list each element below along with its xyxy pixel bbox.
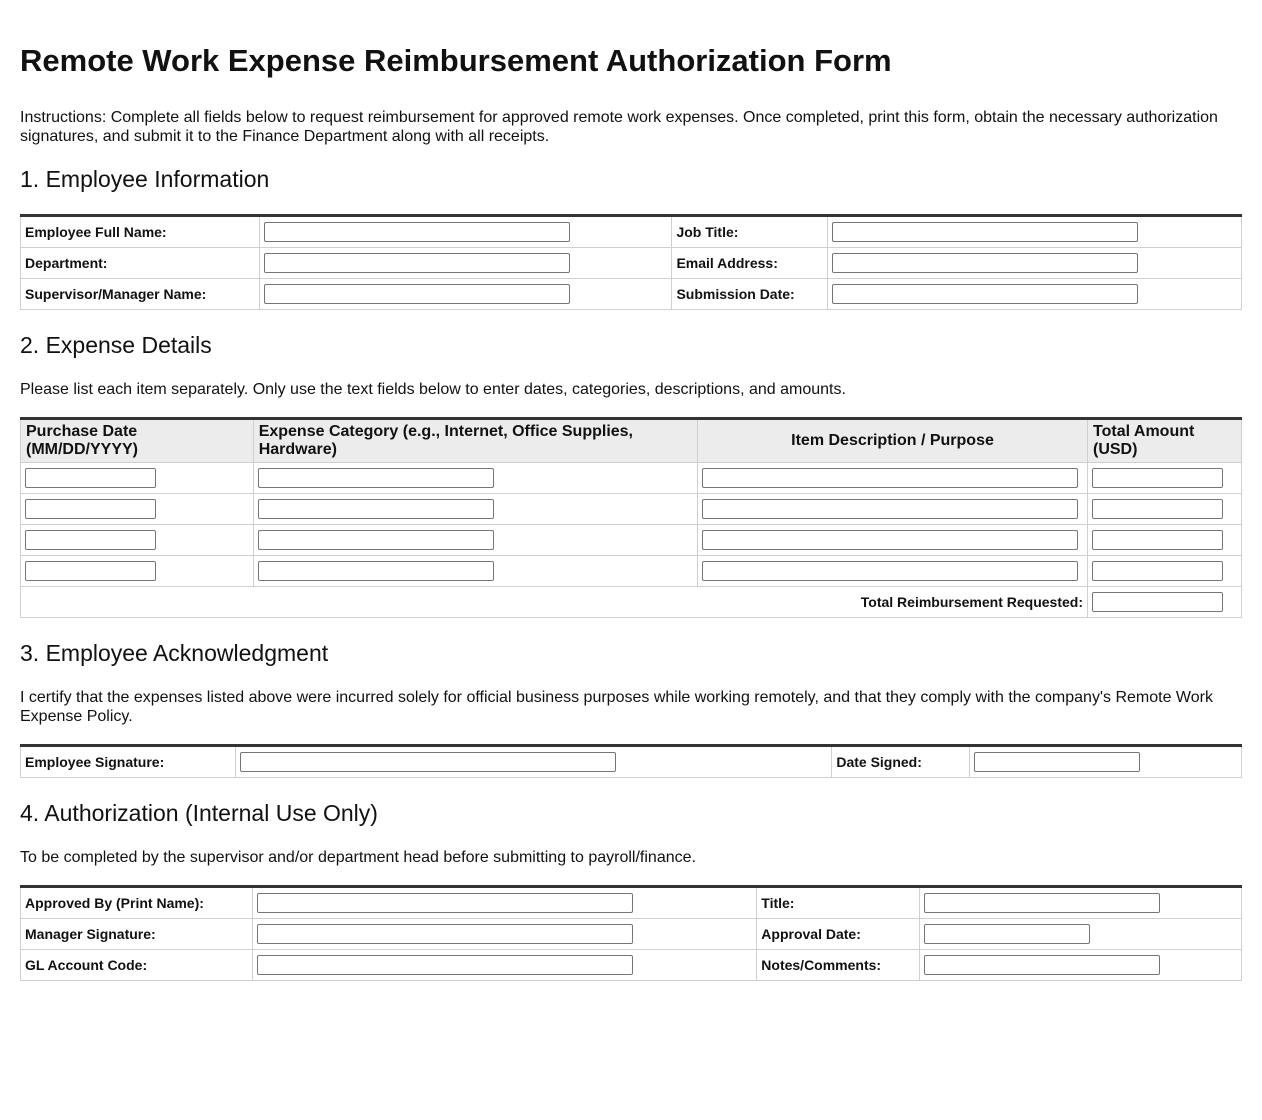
approval-date-field[interactable] bbox=[924, 924, 1090, 944]
category-field[interactable] bbox=[258, 499, 494, 519]
table-row bbox=[21, 279, 1242, 310]
submission-date-label: Submission Date: bbox=[672, 279, 828, 310]
gl-account-code-label: GL Account Code: bbox=[21, 950, 253, 981]
email-field[interactable] bbox=[832, 253, 1138, 273]
category-field[interactable] bbox=[258, 530, 494, 550]
approved-by-label: Approved By (Print Name): bbox=[21, 887, 253, 919]
table-row bbox=[21, 216, 1242, 248]
table-row bbox=[21, 950, 1242, 981]
section-heading-authorization: 4. Authorization (Internal Use Only) bbox=[20, 800, 378, 826]
table-row bbox=[21, 525, 1242, 556]
table-header-row bbox=[21, 419, 1242, 463]
acknowledgment-table bbox=[20, 744, 1242, 778]
column-header-description: Item Description / Purpose bbox=[698, 419, 1088, 463]
expense-table bbox=[20, 417, 1242, 618]
amount-field[interactable] bbox=[1092, 530, 1223, 550]
date-field[interactable] bbox=[25, 561, 156, 581]
total-row bbox=[21, 587, 1242, 618]
authorization-note: To be completed by the supervisor and/or department head before submitting to payroll/finance. bbox=[20, 849, 696, 866]
page-title: Remote Work Expense Reimbursement Authorization Form bbox=[20, 43, 892, 78]
approval-date-label: Approval Date: bbox=[757, 919, 920, 950]
description-field[interactable] bbox=[702, 499, 1078, 519]
column-header-date: Purchase Date (MM/DD/YYYY) bbox=[21, 419, 254, 463]
email-label: Email Address: bbox=[672, 248, 828, 279]
amount-field[interactable] bbox=[1092, 561, 1223, 581]
table-row bbox=[21, 556, 1242, 587]
instructions-text: Instructions: Complete all fields below to request reimbursement for approved remote work expenses. Once completed, print this form, obtain the necessary authorization signatures, and submit it to the Finance Department along with all receipts. bbox=[20, 109, 1218, 145]
category-field[interactable] bbox=[258, 561, 494, 581]
description-field[interactable] bbox=[702, 468, 1078, 488]
amount-field[interactable] bbox=[1092, 499, 1223, 519]
employee-signature-label: Employee Signature: bbox=[21, 746, 236, 778]
date-field[interactable] bbox=[25, 468, 156, 488]
employee-signature-field[interactable] bbox=[240, 752, 616, 772]
job-title-label: Job Title: bbox=[672, 216, 828, 248]
table-row bbox=[21, 463, 1242, 494]
manager-signature-label: Manager Signature: bbox=[21, 919, 253, 950]
date-field[interactable] bbox=[25, 499, 156, 519]
table-row bbox=[21, 919, 1242, 950]
notes-comments-field[interactable] bbox=[924, 955, 1160, 975]
section-heading-acknowledgment: 3. Employee Acknowledgment bbox=[20, 640, 329, 666]
date-signed-field[interactable] bbox=[974, 752, 1140, 772]
description-field[interactable] bbox=[702, 561, 1078, 581]
amount-field[interactable] bbox=[1092, 468, 1223, 488]
table-row bbox=[21, 494, 1242, 525]
submission-date-field[interactable] bbox=[832, 284, 1138, 304]
gl-account-code-field[interactable] bbox=[257, 955, 633, 975]
section-heading-employee-info: 1. Employee Information bbox=[20, 166, 270, 192]
column-header-amount: Total Amount (USD) bbox=[1088, 419, 1242, 463]
column-header-category: Expense Category (e.g., Internet, Office Supplies, Hardware) bbox=[253, 419, 697, 463]
approver-title-label: Title: bbox=[757, 887, 920, 919]
department-label: Department: bbox=[21, 248, 260, 279]
supervisor-field[interactable] bbox=[264, 284, 570, 304]
acknowledgment-statement: I certify that the expenses listed above were incurred solely for official business purposes while working remotely, and that they comply with the company's Remote Work Expense Policy. bbox=[20, 689, 1213, 725]
table-row bbox=[21, 746, 1242, 778]
job-title-field[interactable] bbox=[832, 222, 1138, 242]
description-field[interactable] bbox=[702, 530, 1078, 550]
employee-info-table bbox=[20, 214, 1242, 310]
approver-title-field[interactable] bbox=[924, 893, 1160, 913]
expense-note: Please list each item separately. Only use the text fields below to enter dates, categories, descriptions, and amounts. bbox=[20, 381, 846, 398]
full-name-label: Employee Full Name: bbox=[21, 216, 260, 248]
manager-signature-field[interactable] bbox=[257, 924, 633, 944]
approved-by-field[interactable] bbox=[257, 893, 633, 913]
department-field[interactable] bbox=[264, 253, 570, 273]
total-reimbursement-label: Total Reimbursement Requested: bbox=[21, 587, 1088, 618]
table-row bbox=[21, 248, 1242, 279]
category-field[interactable] bbox=[258, 468, 494, 488]
date-signed-label: Date Signed: bbox=[832, 746, 970, 778]
supervisor-label: Supervisor/Manager Name: bbox=[21, 279, 260, 310]
table-row bbox=[21, 887, 1242, 919]
date-field[interactable] bbox=[25, 530, 156, 550]
authorization-table bbox=[20, 885, 1242, 981]
section-heading-expense-details: 2. Expense Details bbox=[20, 332, 212, 358]
notes-comments-label: Notes/Comments: bbox=[757, 950, 920, 981]
full-name-field[interactable] bbox=[264, 222, 570, 242]
total-reimbursement-field[interactable] bbox=[1092, 592, 1223, 612]
